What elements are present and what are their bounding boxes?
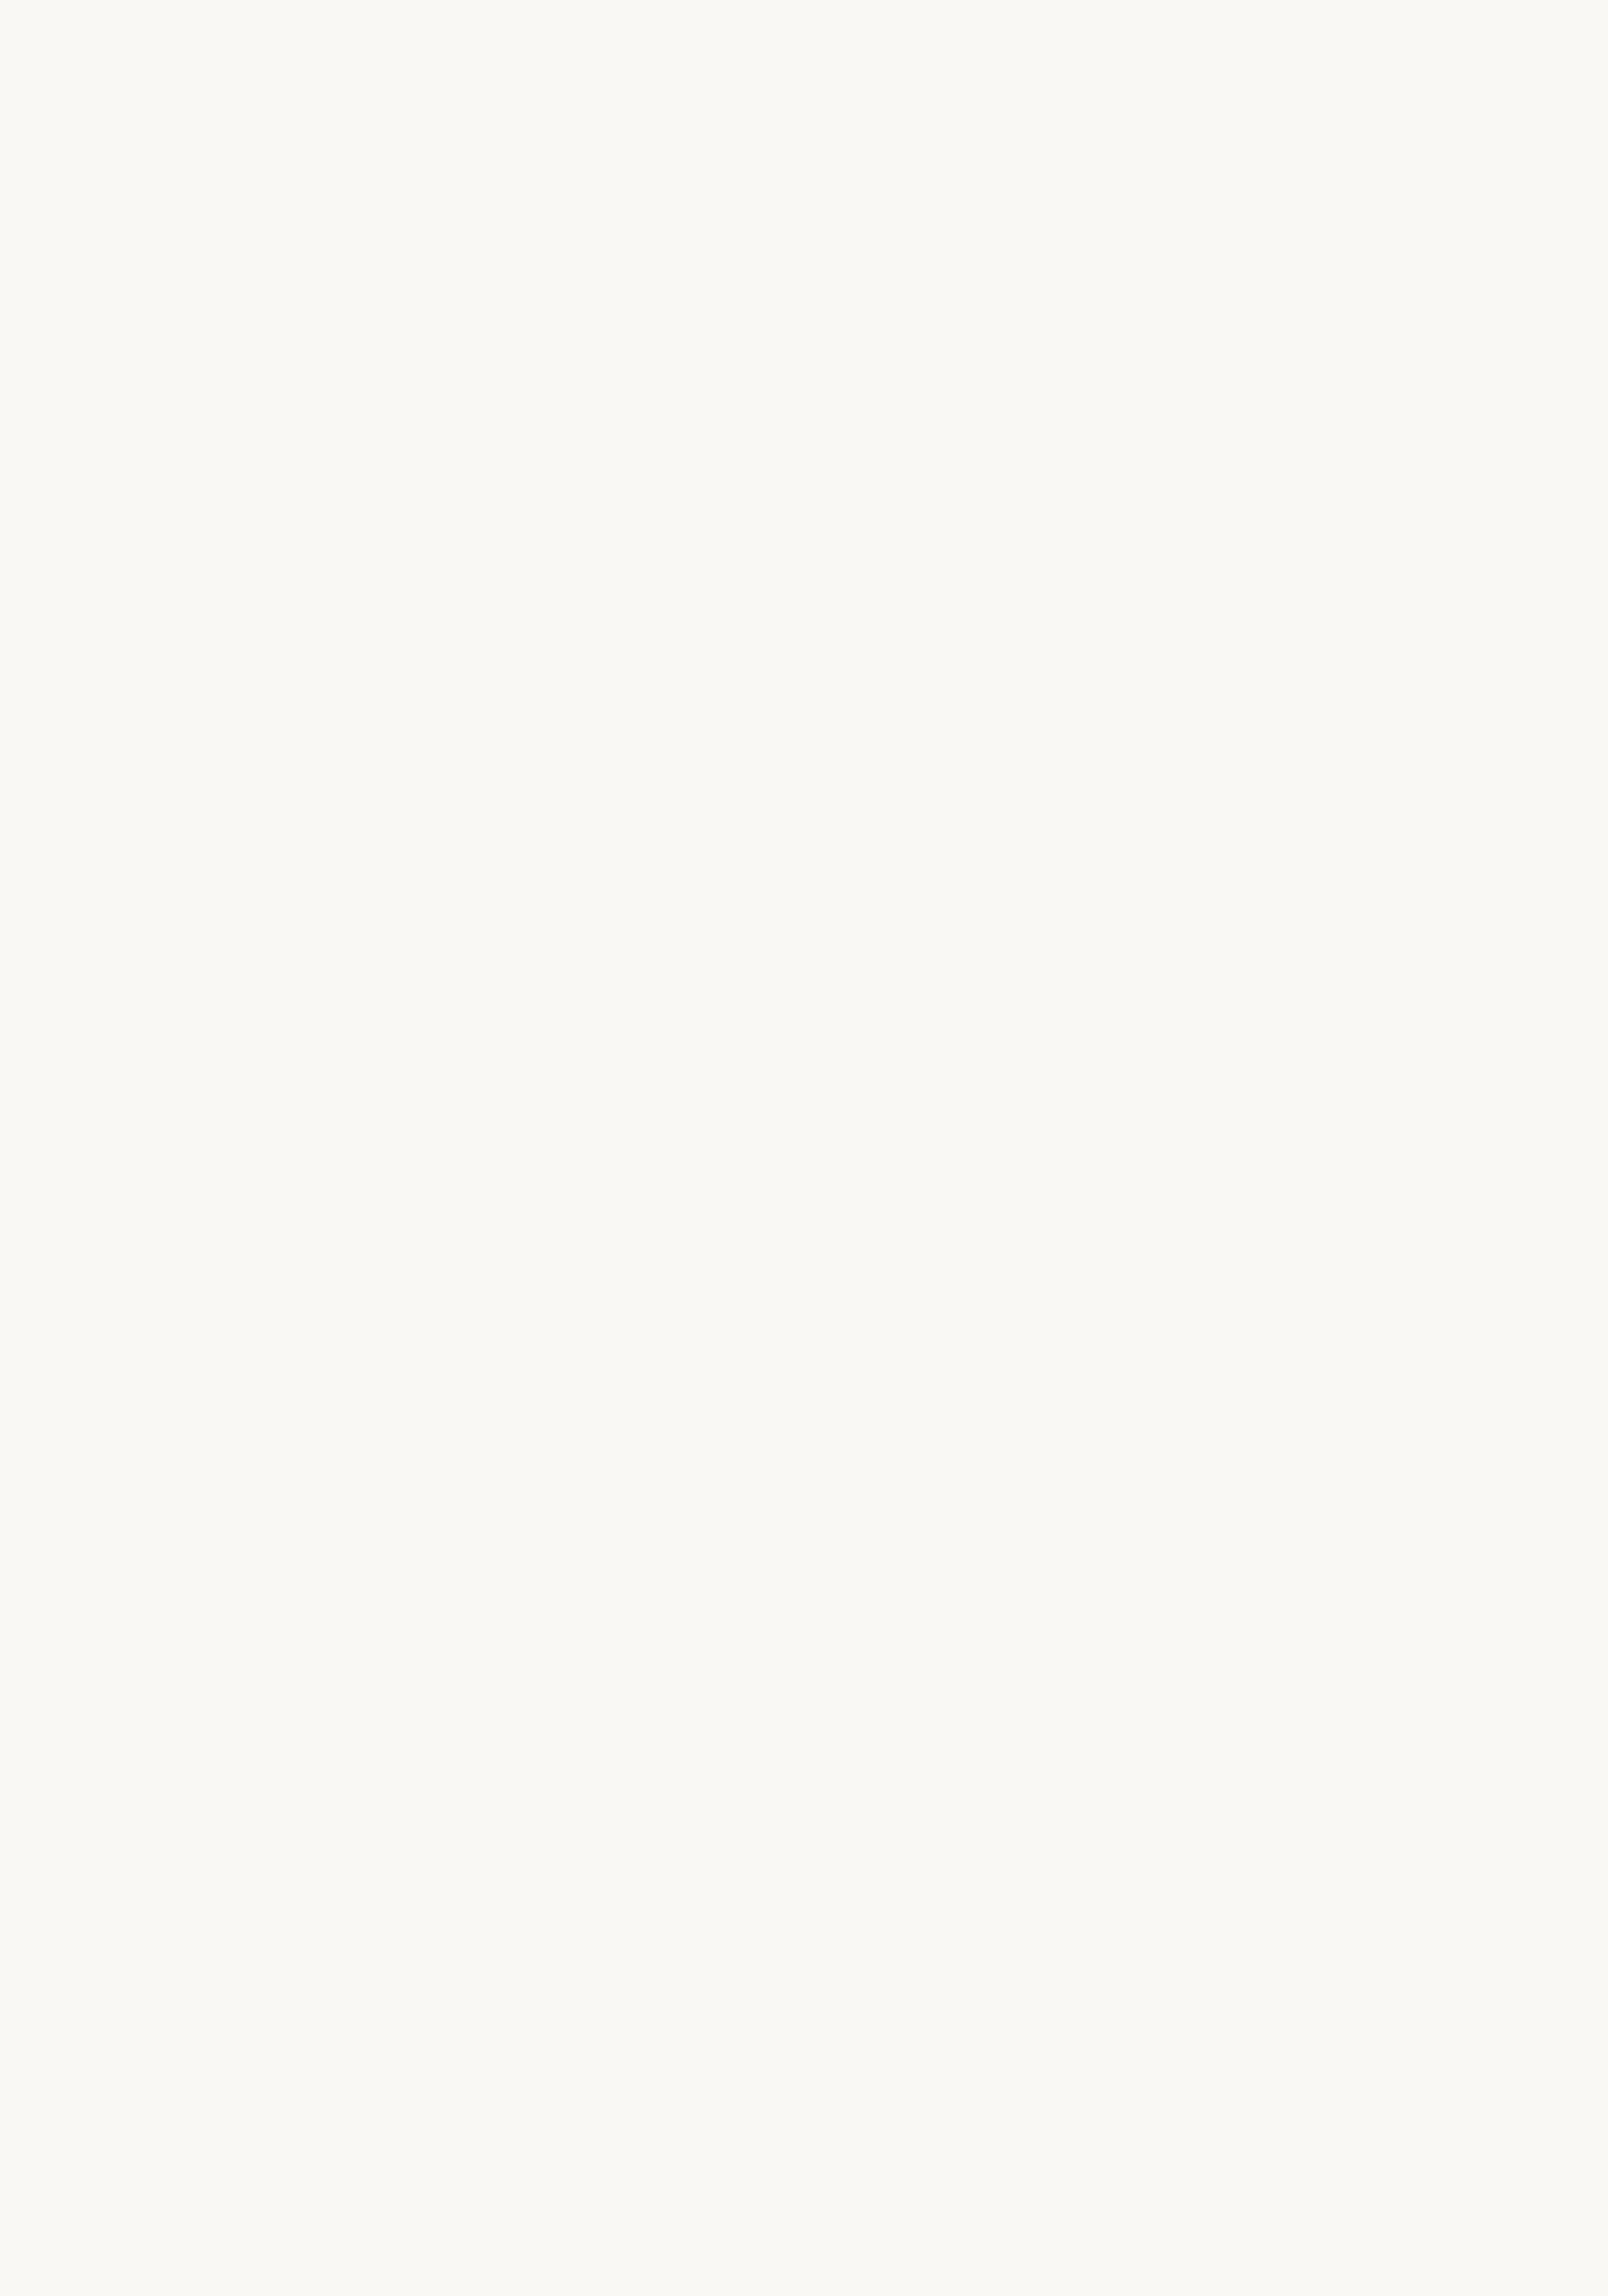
typed-page — [100, 94, 1509, 2197]
